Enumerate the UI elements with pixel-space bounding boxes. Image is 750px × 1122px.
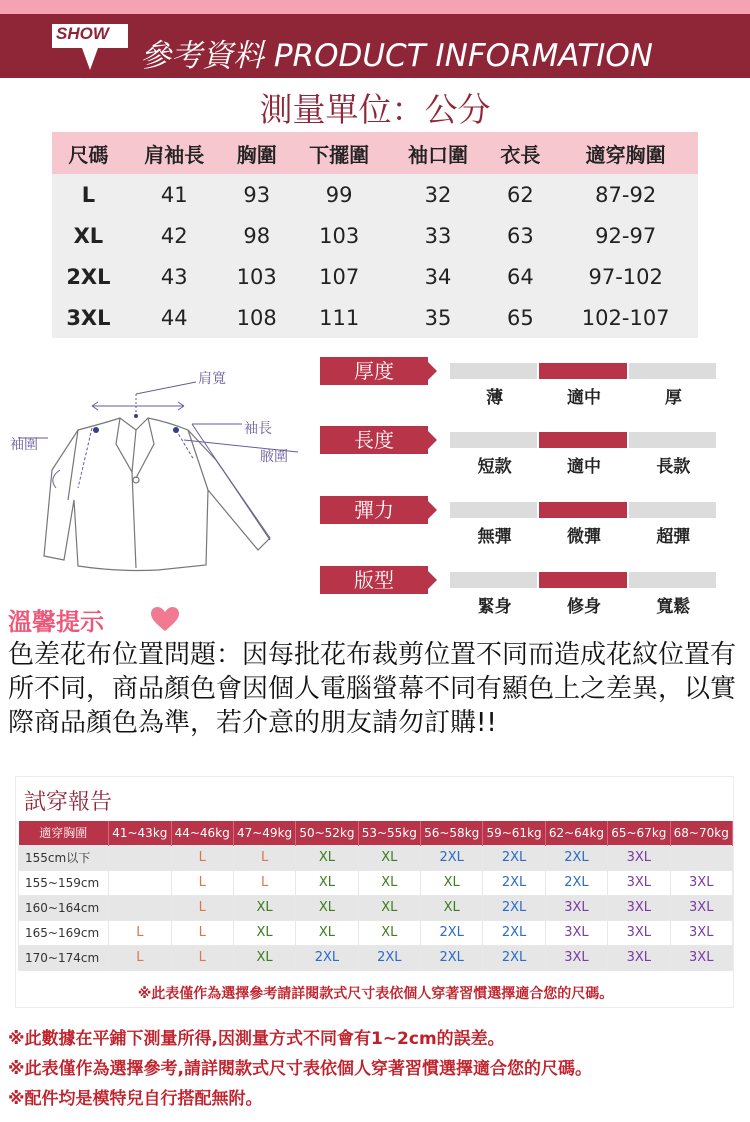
fit-size-cell: XL	[296, 920, 358, 945]
measure-cell: 64	[507, 264, 534, 289]
fit-header-cell: 62~64kg	[545, 821, 607, 845]
show-label: SHOW	[56, 24, 109, 43]
header-cell: 適穿胸圍	[553, 132, 698, 174]
measure-cell: 103	[236, 264, 277, 289]
measure-cell: 44	[160, 305, 188, 330]
measure-cell: 41	[160, 182, 188, 207]
fit-size-cell: XL	[296, 895, 358, 920]
fit-size-cell: 3XL	[545, 895, 607, 920]
scale-segment	[450, 502, 537, 518]
header-cell: 下擺圍	[290, 132, 389, 174]
attr-arrow-icon	[428, 501, 437, 519]
scale-segment	[450, 363, 537, 379]
attr-option: 修身	[566, 597, 601, 617]
attr-label: 彈力	[320, 496, 428, 524]
fit-size-cell: 2XL	[296, 945, 358, 970]
header-cell: 尺碼	[52, 132, 125, 174]
fit-size-cell: L	[171, 870, 233, 895]
armpit-label: 腋圍	[260, 449, 288, 465]
header-cell: 袖口圍	[389, 132, 488, 174]
fit-header-cell: 適穿胸圍	[19, 821, 109, 845]
attr-option: 適中	[566, 457, 601, 477]
measure-cell: 34	[424, 264, 452, 289]
footnote: ※此表僅作為選擇參考,請詳閱款式尺寸表依個人穿著習慣選擇適合您的尺碼。	[8, 1059, 592, 1079]
fit-size-cell: L	[233, 845, 295, 870]
attr-option: 微彈	[566, 527, 601, 547]
fit-header-cell: 56~58kg	[421, 821, 483, 845]
measure-cell: 43	[160, 264, 188, 289]
report-title: 試穿報告	[24, 790, 113, 815]
fit-header-cell: 44~46kg	[171, 821, 233, 845]
fit-size-cell: 3XL	[608, 895, 670, 920]
fit-size-cell: 2XL	[483, 895, 545, 920]
fit-size-cell: L	[109, 945, 171, 970]
size-cell: 2XL	[66, 264, 111, 289]
scale-segment-selected	[539, 502, 626, 518]
fit-size-cell	[109, 895, 171, 920]
scale-segment	[629, 363, 716, 379]
measure-cell: 63	[507, 223, 534, 248]
fit-header-cell: 65~67kg	[608, 821, 670, 845]
fit-size-cell: XL	[233, 945, 295, 970]
measure-cell: 111	[319, 305, 360, 330]
measure-cell: 32	[424, 182, 452, 207]
scale-segment	[629, 432, 716, 448]
attr-arrow-icon	[428, 431, 437, 449]
measure-cell: 102-107	[581, 305, 670, 330]
header-cell: 肩袖長	[125, 132, 224, 174]
fit-size-cell: XL	[358, 845, 420, 870]
fit-row	[19, 945, 733, 970]
fit-header-cell: 59~61kg	[483, 821, 545, 845]
attr-scale	[450, 432, 718, 448]
unit-title: 測量單位：公分	[259, 90, 491, 129]
scale-segment	[450, 432, 537, 448]
attr-scale	[450, 572, 718, 588]
fit-size-cell: 3XL	[608, 920, 670, 945]
jacket-diagram	[8, 360, 308, 590]
fit-size-cell: XL	[421, 870, 483, 895]
attr-arrow-icon	[428, 362, 437, 380]
fit-size-cell: 2XL	[483, 920, 545, 945]
cuff-label: 袖圍	[10, 437, 38, 453]
measure-cell: 97-102	[588, 264, 663, 289]
size-table	[52, 132, 698, 338]
fit-row	[19, 845, 733, 870]
fit-size-cell: XL	[233, 895, 295, 920]
top-strip	[0, 0, 750, 14]
fit-header-cell: 68~70kg	[670, 821, 733, 845]
measure-cell: 42	[160, 223, 188, 248]
tips-title: 溫馨提示	[8, 608, 104, 636]
footnote: ※配件均是模特兒自行搭配無附。	[8, 1089, 263, 1109]
footnote: ※此數據在平鋪下測量所得,因測量方式不同會有1~2cm的誤差。	[8, 1029, 505, 1049]
fit-size-cell: L	[233, 870, 295, 895]
size-row	[52, 297, 698, 338]
fit-size-cell: L	[171, 945, 233, 970]
header-banner	[0, 14, 750, 78]
height-cell: 165~169cm	[19, 920, 109, 945]
size-cell: 3XL	[66, 305, 111, 330]
attr-thickness	[320, 357, 720, 417]
attr-label: 長度	[320, 426, 428, 454]
fit-size-cell: L	[109, 920, 171, 945]
fit-size-cell: 3XL	[545, 945, 607, 970]
fit-size-cell: XL	[358, 920, 420, 945]
fit-header-cell: 53~55kg	[358, 821, 420, 845]
fit-size-cell: 3XL	[608, 870, 670, 895]
tips-body: 色差花布位置問題：因每批花布裁剪位置不同而造成花紋位置有所不同，商品顏色會因個人電腦螢幕不同有顯色上之差異，以實際商品顏色為準，若介意的朋友請勿訂購!!	[8, 640, 737, 738]
fit-header-cell: 41~43kg	[109, 821, 171, 845]
fit-row	[19, 895, 733, 920]
scale-segment	[450, 572, 537, 588]
sleeve-label: 袖長	[244, 421, 272, 437]
fit-size-cell: L	[171, 920, 233, 945]
fit-size-cell: 3XL	[608, 945, 670, 970]
fit-size-cell: 2XL	[483, 870, 545, 895]
attr-option: 超彈	[656, 527, 691, 547]
size-cell: XL	[73, 223, 104, 248]
size-cell: L	[81, 182, 96, 207]
fit-size-cell: 2XL	[421, 945, 483, 970]
measure-cell: 98	[243, 223, 271, 248]
fit-size-cell: 3XL	[670, 920, 733, 945]
fit-size-cell	[109, 870, 171, 895]
scale-segment-selected	[539, 432, 626, 448]
header-cell: 衣長	[487, 132, 553, 174]
attr-option: 緊身	[477, 597, 512, 617]
measure-cell: 108	[236, 305, 277, 330]
height-cell: 170~174cm	[19, 945, 109, 970]
measure-cell: 65	[507, 305, 534, 330]
fit-size-cell: 3XL	[670, 895, 733, 920]
fit-size-cell: 3XL	[608, 845, 670, 870]
fit-size-cell: 3XL	[670, 945, 733, 970]
fit-size-cell: 3XL	[545, 920, 607, 945]
size-row	[52, 256, 698, 297]
fit-size-cell: XL	[296, 845, 358, 870]
fit-size-cell: 2XL	[545, 870, 607, 895]
fit-size-cell: XL	[358, 895, 420, 920]
fit-size-cell: L	[171, 845, 233, 870]
fit-size-cell: 2XL	[545, 845, 607, 870]
attr-option: 適中	[566, 388, 601, 408]
measure-cell: 93	[243, 182, 271, 207]
measure-cell: 107	[319, 264, 360, 289]
measure-cell: 103	[319, 223, 360, 248]
fit-size-cell: 2XL	[483, 845, 545, 870]
fit-size-cell: XL	[296, 870, 358, 895]
fitting-table-header	[19, 821, 733, 845]
attr-fit	[320, 566, 720, 626]
header-cell: 胸圍	[224, 132, 290, 174]
scale-segment	[629, 572, 716, 588]
measure-cell: 87-92	[595, 182, 657, 207]
fit-size-cell: XL	[233, 920, 295, 945]
fit-header-cell: 47~49kg	[233, 821, 295, 845]
height-cell: 160~164cm	[19, 895, 109, 920]
shoulder-label: 肩寬	[198, 371, 226, 387]
fit-size-cell: 2XL	[421, 920, 483, 945]
fitting-report	[15, 776, 734, 1008]
measure-cell: 99	[325, 182, 353, 207]
measure-cell: 35	[424, 305, 452, 330]
size-table-header	[52, 132, 698, 174]
fit-size-cell: 2XL	[358, 945, 420, 970]
scale-segment-selected	[539, 363, 626, 379]
fit-row	[19, 920, 733, 945]
attr-option: 短款	[477, 457, 512, 477]
attr-option: 寬鬆	[656, 597, 691, 617]
measure-cell: 33	[424, 223, 452, 248]
size-row	[52, 215, 698, 256]
measure-cell: 92-97	[595, 223, 657, 248]
height-cell: 155~159cm	[19, 870, 109, 895]
fit-size-cell: 3XL	[670, 870, 733, 895]
footnotes	[8, 1024, 750, 1114]
attr-label: 厚度	[320, 357, 428, 385]
fit-size-cell	[109, 845, 171, 870]
attr-option: 長款	[656, 457, 691, 477]
attr-option: 厚	[664, 388, 682, 408]
fit-size-cell: 2XL	[483, 945, 545, 970]
fit-size-cell: L	[171, 895, 233, 920]
fit-row	[19, 870, 733, 895]
fit-size-cell: XL	[358, 870, 420, 895]
attr-scale	[450, 502, 718, 518]
page-title: 參考資料 PRODUCT INFORMATION	[140, 38, 653, 74]
attr-option: 薄	[486, 388, 504, 408]
measure-cell: 62	[507, 182, 534, 207]
attr-option: 無彈	[477, 527, 512, 547]
attr-label: 版型	[320, 566, 428, 594]
height-cell: 155cm以下	[19, 845, 109, 870]
heart-icon	[150, 606, 180, 632]
attr-scale	[450, 363, 718, 379]
attr-length	[320, 426, 720, 486]
attr-elasticity	[320, 496, 720, 556]
fitting-table	[18, 821, 733, 971]
scale-segment-selected	[539, 572, 626, 588]
fit-size-cell: XL	[421, 895, 483, 920]
scale-segment	[629, 502, 716, 518]
report-note: ※此表僅作為選擇參考請詳閱款式尺寸表依個人穿著習慣選擇適合您的尺碼。	[137, 986, 614, 1002]
fit-size-cell: 2XL	[421, 845, 483, 870]
fit-header-cell: 50~52kg	[296, 821, 358, 845]
size-row	[52, 174, 698, 215]
fit-size-cell	[670, 845, 733, 870]
attr-arrow-icon	[428, 571, 437, 589]
jacket-illustration	[8, 360, 308, 590]
